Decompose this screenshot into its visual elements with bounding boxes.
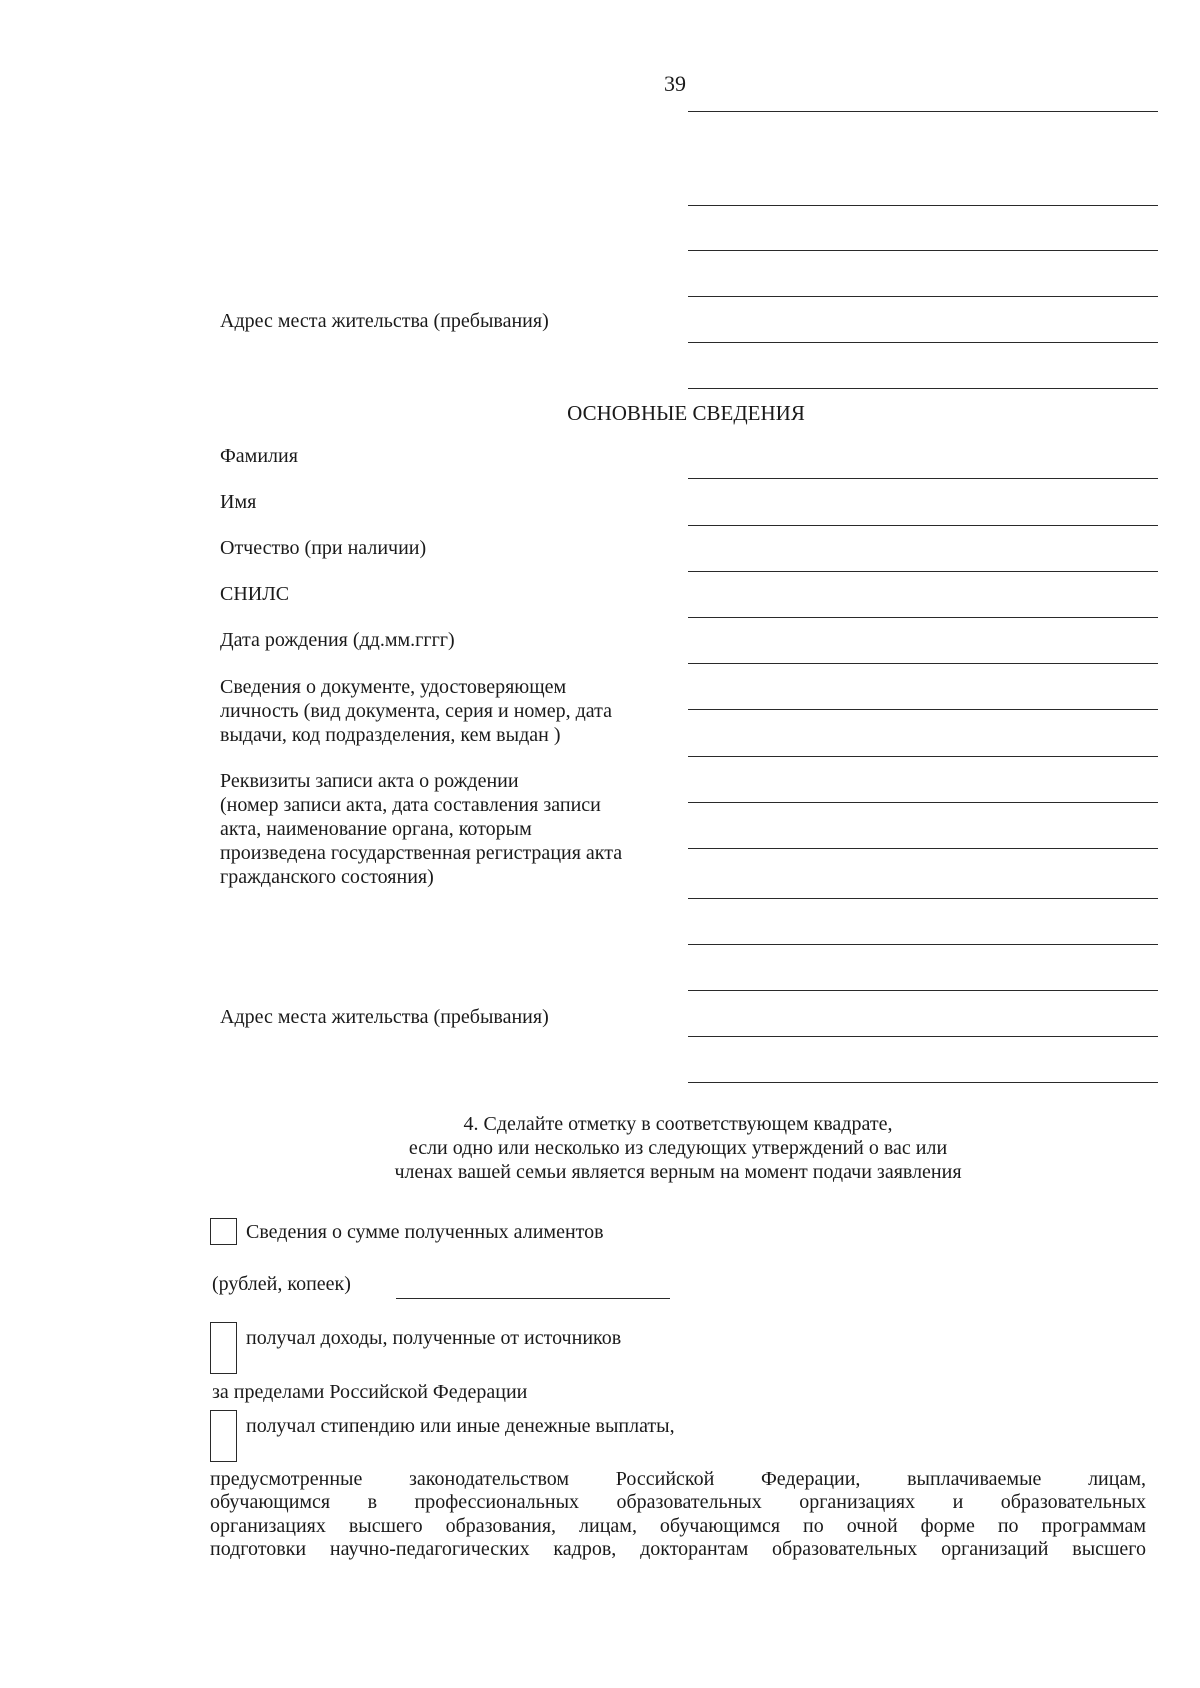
snils-label: СНИЛС xyxy=(220,583,290,605)
top-address-line-2[interactable] xyxy=(688,250,1158,251)
top-header-line xyxy=(688,111,1158,112)
foreign-income-label: получал доходы, полученные от источников xyxy=(246,1327,622,1349)
id-document-field-2[interactable] xyxy=(688,756,1158,757)
alimony-amount-field[interactable] xyxy=(396,1298,670,1299)
stipend-continuation-line: предусмотренные законодательством Российской Федерации, выплачиваемые лицам, xyxy=(210,1468,1146,1490)
name-field[interactable] xyxy=(688,525,1158,526)
alimony-label: Сведения о сумме полученных алиментов xyxy=(246,1221,604,1243)
snils-field[interactable] xyxy=(688,617,1158,618)
top-address-line-5[interactable] xyxy=(688,388,1158,389)
birth-record-label-line: Реквизиты записи акта о рождении xyxy=(220,770,519,792)
foreign-income-checkbox[interactable] xyxy=(210,1322,237,1374)
stipend-continuation-line: организациях высшего образования, лицам, обучающимся по очной форме по программам xyxy=(210,1515,1146,1537)
id-document-label-line: личность (вид документа, серия и номер, дата xyxy=(220,700,612,722)
name-label: Имя xyxy=(220,491,257,513)
top-address-label: Адрес места жительства (пребывания) xyxy=(220,310,549,332)
main-info-title: ОСНОВНЫЕ СВЕДЕНИЯ xyxy=(567,401,805,425)
birth-record-label-line: акта, наименование органа, которым xyxy=(220,818,532,840)
address-field-3[interactable] xyxy=(688,1082,1158,1083)
page-number: 39 xyxy=(664,71,686,96)
top-address-line-4[interactable] xyxy=(688,342,1158,343)
surname-label: Фамилия xyxy=(220,445,298,467)
id-document-field-1[interactable] xyxy=(688,709,1158,710)
rubles-label: (рублей, копеек) xyxy=(212,1273,351,1295)
stipend-checkbox[interactable] xyxy=(210,1410,237,1462)
section-4-heading-line: 4. Сделайте отметку в соответствующем квадрате, xyxy=(463,1113,893,1135)
address-label: Адрес места жительства (пребывания) xyxy=(220,1006,549,1028)
address-field-2[interactable] xyxy=(688,1036,1158,1037)
birth-record-field-1[interactable] xyxy=(688,802,1158,803)
id-document-label-line: Сведения о документе, удостоверяющем xyxy=(220,676,567,698)
section-4-heading-line: если одно или несколько из следующих утверждений о вас или xyxy=(408,1137,948,1159)
foreign-income-continuation: за пределами Российской Федерации xyxy=(212,1381,528,1403)
stipend-continuation-line: подготовки научно-педагогических кадров, докторантам образовательных организаций высшего xyxy=(210,1538,1146,1560)
birth-record-label xyxy=(220,769,622,889)
address-field-1[interactable] xyxy=(688,990,1158,991)
id-document-label-line: выдачи, код подразделения, кем выдан ) xyxy=(220,724,561,746)
birthdate-field[interactable] xyxy=(688,663,1158,664)
birth-record-label-line: произведена государственная регистрация акта xyxy=(220,842,623,864)
alimony-checkbox[interactable] xyxy=(210,1218,237,1245)
surname-field[interactable] xyxy=(688,478,1158,479)
top-address-line-1[interactable] xyxy=(688,205,1158,206)
top-address-line-3[interactable] xyxy=(688,296,1158,297)
birthdate-label: Дата рождения (дд.мм.гггг) xyxy=(220,629,455,651)
birth-record-field-3[interactable] xyxy=(688,898,1158,899)
section-4-heading-line: членах вашей семьи является верным на момент подачи заявления xyxy=(394,1161,962,1183)
id-document-label xyxy=(220,675,612,747)
patronymic-label: Отчество (при наличии) xyxy=(220,537,427,559)
birth-record-label-line: (номер записи акта, дата составления записи xyxy=(220,794,601,816)
section-4-heading xyxy=(358,1112,998,1184)
stipend-label: получал стипендию или иные денежные выплаты, xyxy=(246,1415,675,1437)
birth-record-label-line: гражданского состояния) xyxy=(220,866,434,888)
birth-record-field-4[interactable] xyxy=(688,944,1158,945)
birth-record-field-2[interactable] xyxy=(688,848,1158,849)
patronymic-field[interactable] xyxy=(688,571,1158,572)
stipend-continuation-line: обучающимся в профессиональных образовательных организациях и образовательных xyxy=(210,1491,1146,1513)
